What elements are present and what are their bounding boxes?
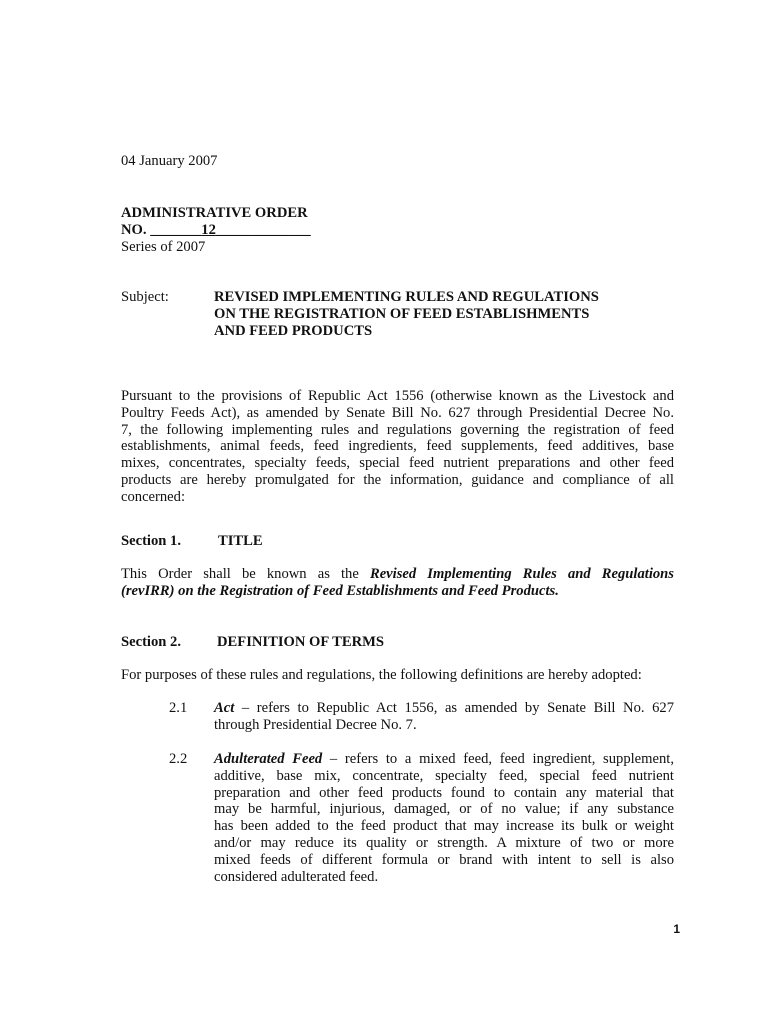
preamble-line: concerned: bbox=[121, 488, 186, 505]
section-2-intro: For purposes of these rules and regulations, the following definitions are hereby adopted: bbox=[121, 667, 642, 683]
definition-line bbox=[214, 751, 674, 768]
definition-item bbox=[214, 751, 674, 885]
section-1-label: Section 1. bbox=[121, 533, 181, 549]
definition-number: 2.1 bbox=[169, 700, 188, 716]
subject-line: ON THE REGISTRATION OF FEED ESTABLISHMENTS bbox=[214, 305, 590, 322]
page-number: 1 bbox=[673, 922, 680, 936]
definition-line: considered adulterated feed. bbox=[214, 868, 379, 885]
subject-text bbox=[214, 289, 654, 339]
definition-line bbox=[214, 700, 674, 717]
subject-label: Subject: bbox=[121, 289, 169, 305]
definition-term: Act bbox=[214, 700, 235, 716]
order-number-prefix: NO. _______ bbox=[121, 221, 202, 238]
section-2-label: Section 2. bbox=[121, 634, 181, 650]
section-1-text-plain: This Order shall be known as the bbox=[121, 566, 370, 582]
definition-line: mixed feeds of different formula or brand with intent to sell is also bbox=[214, 851, 674, 868]
definition-line: additive, base mix, concentrate, specialty feed, special feed nutrient bbox=[214, 767, 674, 784]
order-number bbox=[121, 222, 311, 239]
section-1-text bbox=[121, 566, 674, 600]
order-header bbox=[121, 205, 311, 255]
order-series: Series of 2007 bbox=[121, 238, 206, 255]
definition-number: 2.2 bbox=[169, 751, 188, 767]
preamble-line: Pursuant to the provisions of Republic Act 1556 (otherwise known as the Livestock and bbox=[121, 388, 674, 404]
preamble-paragraph bbox=[121, 388, 674, 506]
section-2-title: DEFINITION OF TERMS bbox=[217, 634, 385, 650]
definition-text: – refers to a mixed feed, feed ingredient, supplement, bbox=[322, 751, 674, 767]
section-1-heading bbox=[121, 533, 263, 550]
definition-item bbox=[214, 700, 674, 734]
preamble-line: establishments, animal feeds, feed ingredients, feed supplements, feed additives, base bbox=[121, 438, 674, 455]
preamble-line: Poultry Feeds Act), as amended by Senate Bill No. 627 through Presidential Decree No. bbox=[121, 404, 674, 421]
preamble-line: 7, the following implementing rules and regulations governing the registration of feed bbox=[121, 421, 674, 438]
definition-line: preparation and other feed products found to contain any material that bbox=[214, 784, 674, 801]
document-date: 04 January 2007 bbox=[121, 153, 218, 169]
definition-line: through Presidential Decree No. 7. bbox=[214, 716, 417, 733]
definition-text: – refers to Republic Act 1556, as amended by Senate Bill No. 627 bbox=[234, 700, 674, 716]
order-title: ADMINISTRATIVE ORDER bbox=[121, 205, 308, 221]
definition-line: may be harmful, injurious, damaged, or of no value; if any substance bbox=[214, 801, 674, 818]
section-1-line: (revIRR) on the Registration of Feed Establishments and Feed Products. bbox=[121, 582, 559, 599]
section-1-title: TITLE bbox=[218, 533, 263, 549]
section-1-line bbox=[121, 566, 674, 583]
preamble-line: mixes, concentrates, specialty feeds, special feed nutrient preparations and other feed bbox=[121, 455, 674, 472]
section-1-text-emphasis: Revised Implementing Rules and Regulations bbox=[369, 566, 674, 582]
subject-line: REVISED IMPLEMENTING RULES AND REGULATIONS bbox=[214, 289, 599, 305]
section-2-heading bbox=[121, 634, 385, 651]
order-number-value: 12 bbox=[201, 221, 216, 238]
subject-line: AND FEED PRODUCTS bbox=[214, 322, 373, 339]
preamble-line: products are hereby promulgated for the information, guidance and compliance of all bbox=[121, 471, 674, 488]
definition-term: Adulterated Feed bbox=[214, 751, 323, 767]
definition-line: has been added to the feed product that may increase its bulk or weight bbox=[214, 818, 674, 835]
definition-line: and/or may reduce its quality or strength. A mixture of two or more bbox=[214, 834, 674, 851]
order-number-suffix: _____________ bbox=[215, 221, 311, 238]
